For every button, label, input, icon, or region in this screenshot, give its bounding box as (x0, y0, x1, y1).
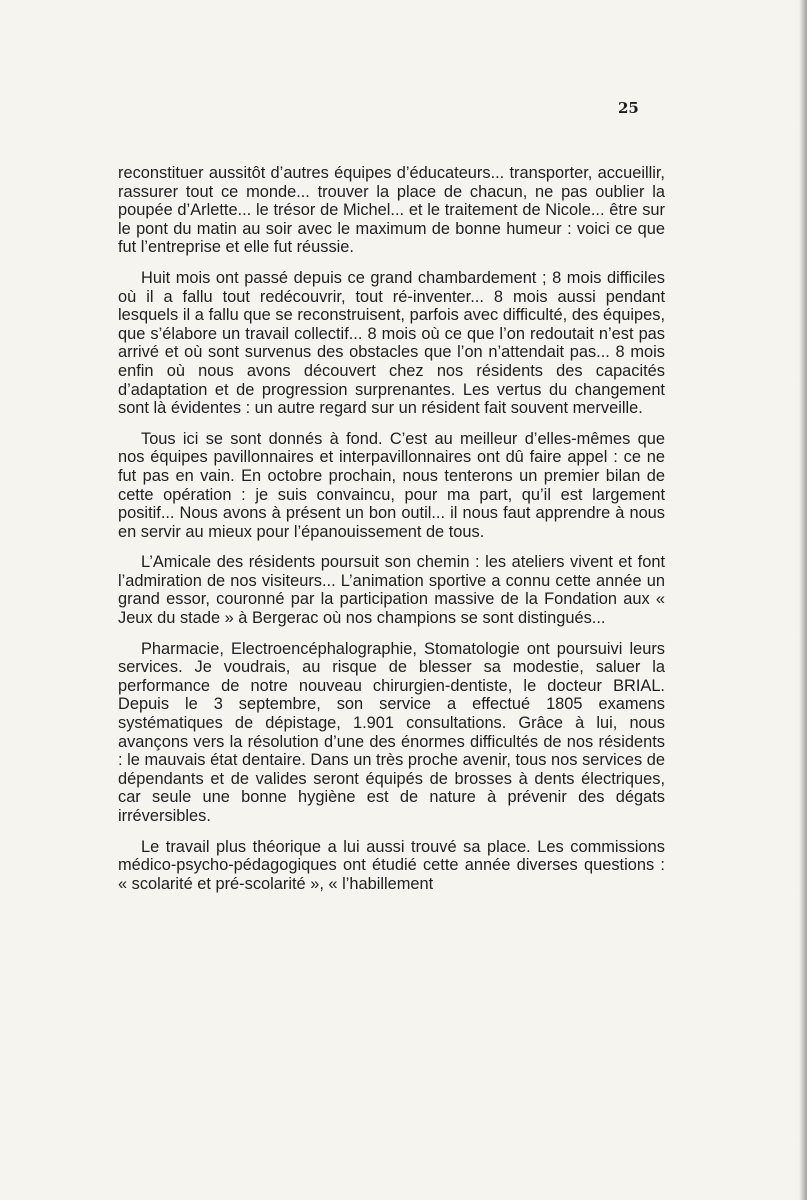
paragraph: Le travail plus théorique a lui aussi trouvé sa place. Les commissions médico-psycho-pédagogiques ont étudié cette année diverses questions : « scolarité et pré-scolarité », « l’habillement (118, 837, 665, 893)
page-number: 25 (618, 99, 639, 117)
paragraph: Huit mois ont passé depuis ce grand chambardement ; 8 mois difficiles où il a fallu tout redécouvrir, tout ré-inventer... 8 mois aussi pendant lesquels il a fallu que se reconstruisent, parfois avec difficulté, des équipes, que s’élabore un travail collectif... 8 mois où ce que l’on redoutait n’est pas arrivé et où sont survenus des obstacles que l’on n’attendait pas... 8 mois enfin où nous avons découvert chez nos résidents des capacités d’adaptation et de progression surprenantes. Les vertus du changement sont là évidentes : un autre regard sur un résident fait souvent merveille. (118, 268, 665, 418)
paragraph: Pharmacie, Electroencéphalographie, Stomatologie ont poursuivi leurs services. Je voudrais, au risque de blesser sa modestie, saluer la performance de notre nouveau chirurgien-dentiste, le docteur BRIAL. Depuis le 3 septembre, son service a effectué 1805 examens systématiques de dépistage, 1.901 consultations. Grâce à lui, nous avançons vers la résolution d’une des énormes difficultés de nos résidents : le mauvais état dentaire. Dans un très proche avenir, tous nos services de dépendants et de valides seront équipés de brosses à dents électriques, car seule une bonne hygiène est de nature à prévenir des dégats irréversibles. (118, 639, 665, 825)
paragraph: Tous ici se sont donnés à fond. C’est au meilleur d’elles-mêmes que nos équipes pavillonnaires et interpavillonnaires ont dû faire appel : ce ne fut pas en vain. En octobre prochain, nous tenterons un premier bilan de cette opération : je suis convaincu, pour ma part, qu’il est largement positif... Nous avons à présent un bon outil... il nous faut apprendre à nous en servir au mieux pour l’épanouissement de tous. (118, 429, 665, 541)
page-edge-shadow (799, 0, 807, 1200)
paragraph-continuation: reconstituer aussitôt d’autres équipes d’éducateurs... transporter, accueillir, rassurer tout ce monde... trouver la place de chacun, ne pas oublier la poupée d’Arlette... le trésor de Michel... et le traitement de Nicole... être sur le pont du matin au soir avec le maximum de bonne humeur : voici ce que fut l’entreprise et elle fut réussie. (118, 164, 665, 257)
paragraph: L’Amicale des résidents poursuit son chemin : les ateliers vivent et font l’admiration de nos visiteurs... L’animation sportive a connu cette année un grand essor, couronné par la participation massive de la Fondation aux « Jeux du stade » à Bergerac où nos champions se sont distingués... (118, 553, 665, 628)
body-text (118, 164, 665, 905)
